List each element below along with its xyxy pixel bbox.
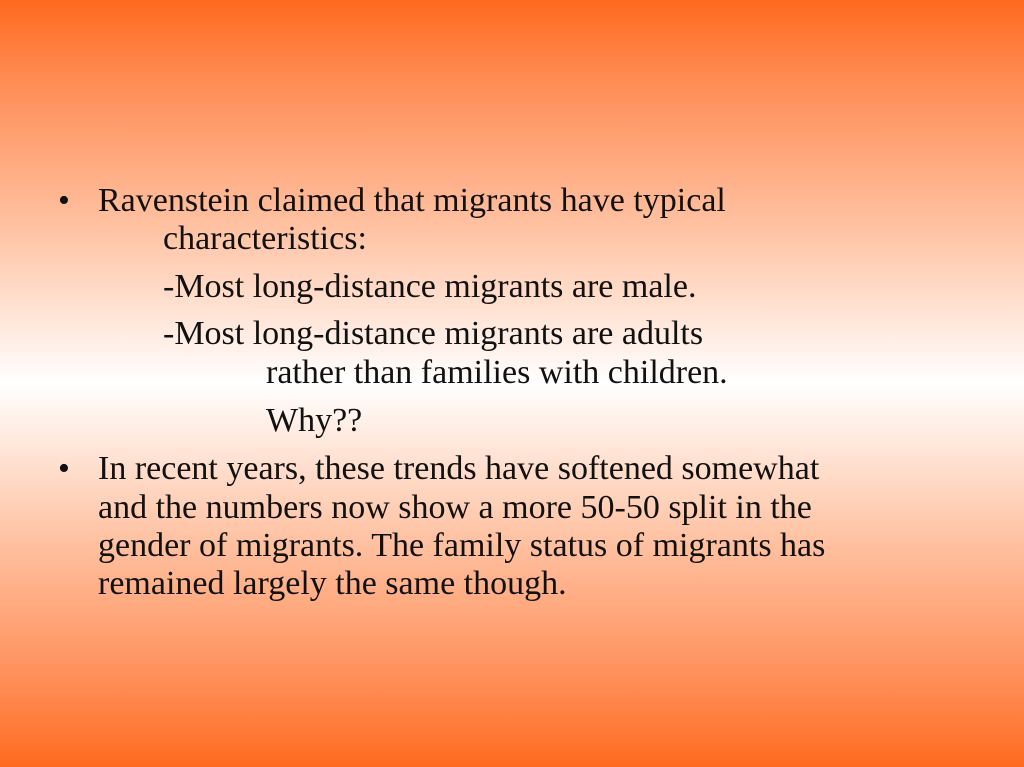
- bullet2-line3: gender of migrants. The family status of migrants has: [98, 527, 826, 564]
- bullet1-line1: Ravenstein claimed that migrants have typical: [98, 182, 726, 219]
- bullet2-line1: In recent years, these trends have softened somewhat: [98, 450, 820, 487]
- bullet-marker-2: •: [58, 450, 70, 487]
- sub-point-1: -Most long-distance migrants are male.: [163, 268, 697, 305]
- bullet2-line4: remained largely the same though.: [98, 565, 567, 602]
- sub-point-2-line1: -Most long-distance migrants are adults: [163, 315, 704, 352]
- sub-point-2-line2: rather than families with children.: [266, 354, 728, 391]
- bullet2-line2: and the numbers now show a more 50-50 split in the: [98, 489, 812, 526]
- bullet-marker-1: •: [58, 182, 70, 219]
- bullet1-line2: characteristics:: [163, 220, 367, 257]
- sub-point-3: Why??: [266, 402, 363, 439]
